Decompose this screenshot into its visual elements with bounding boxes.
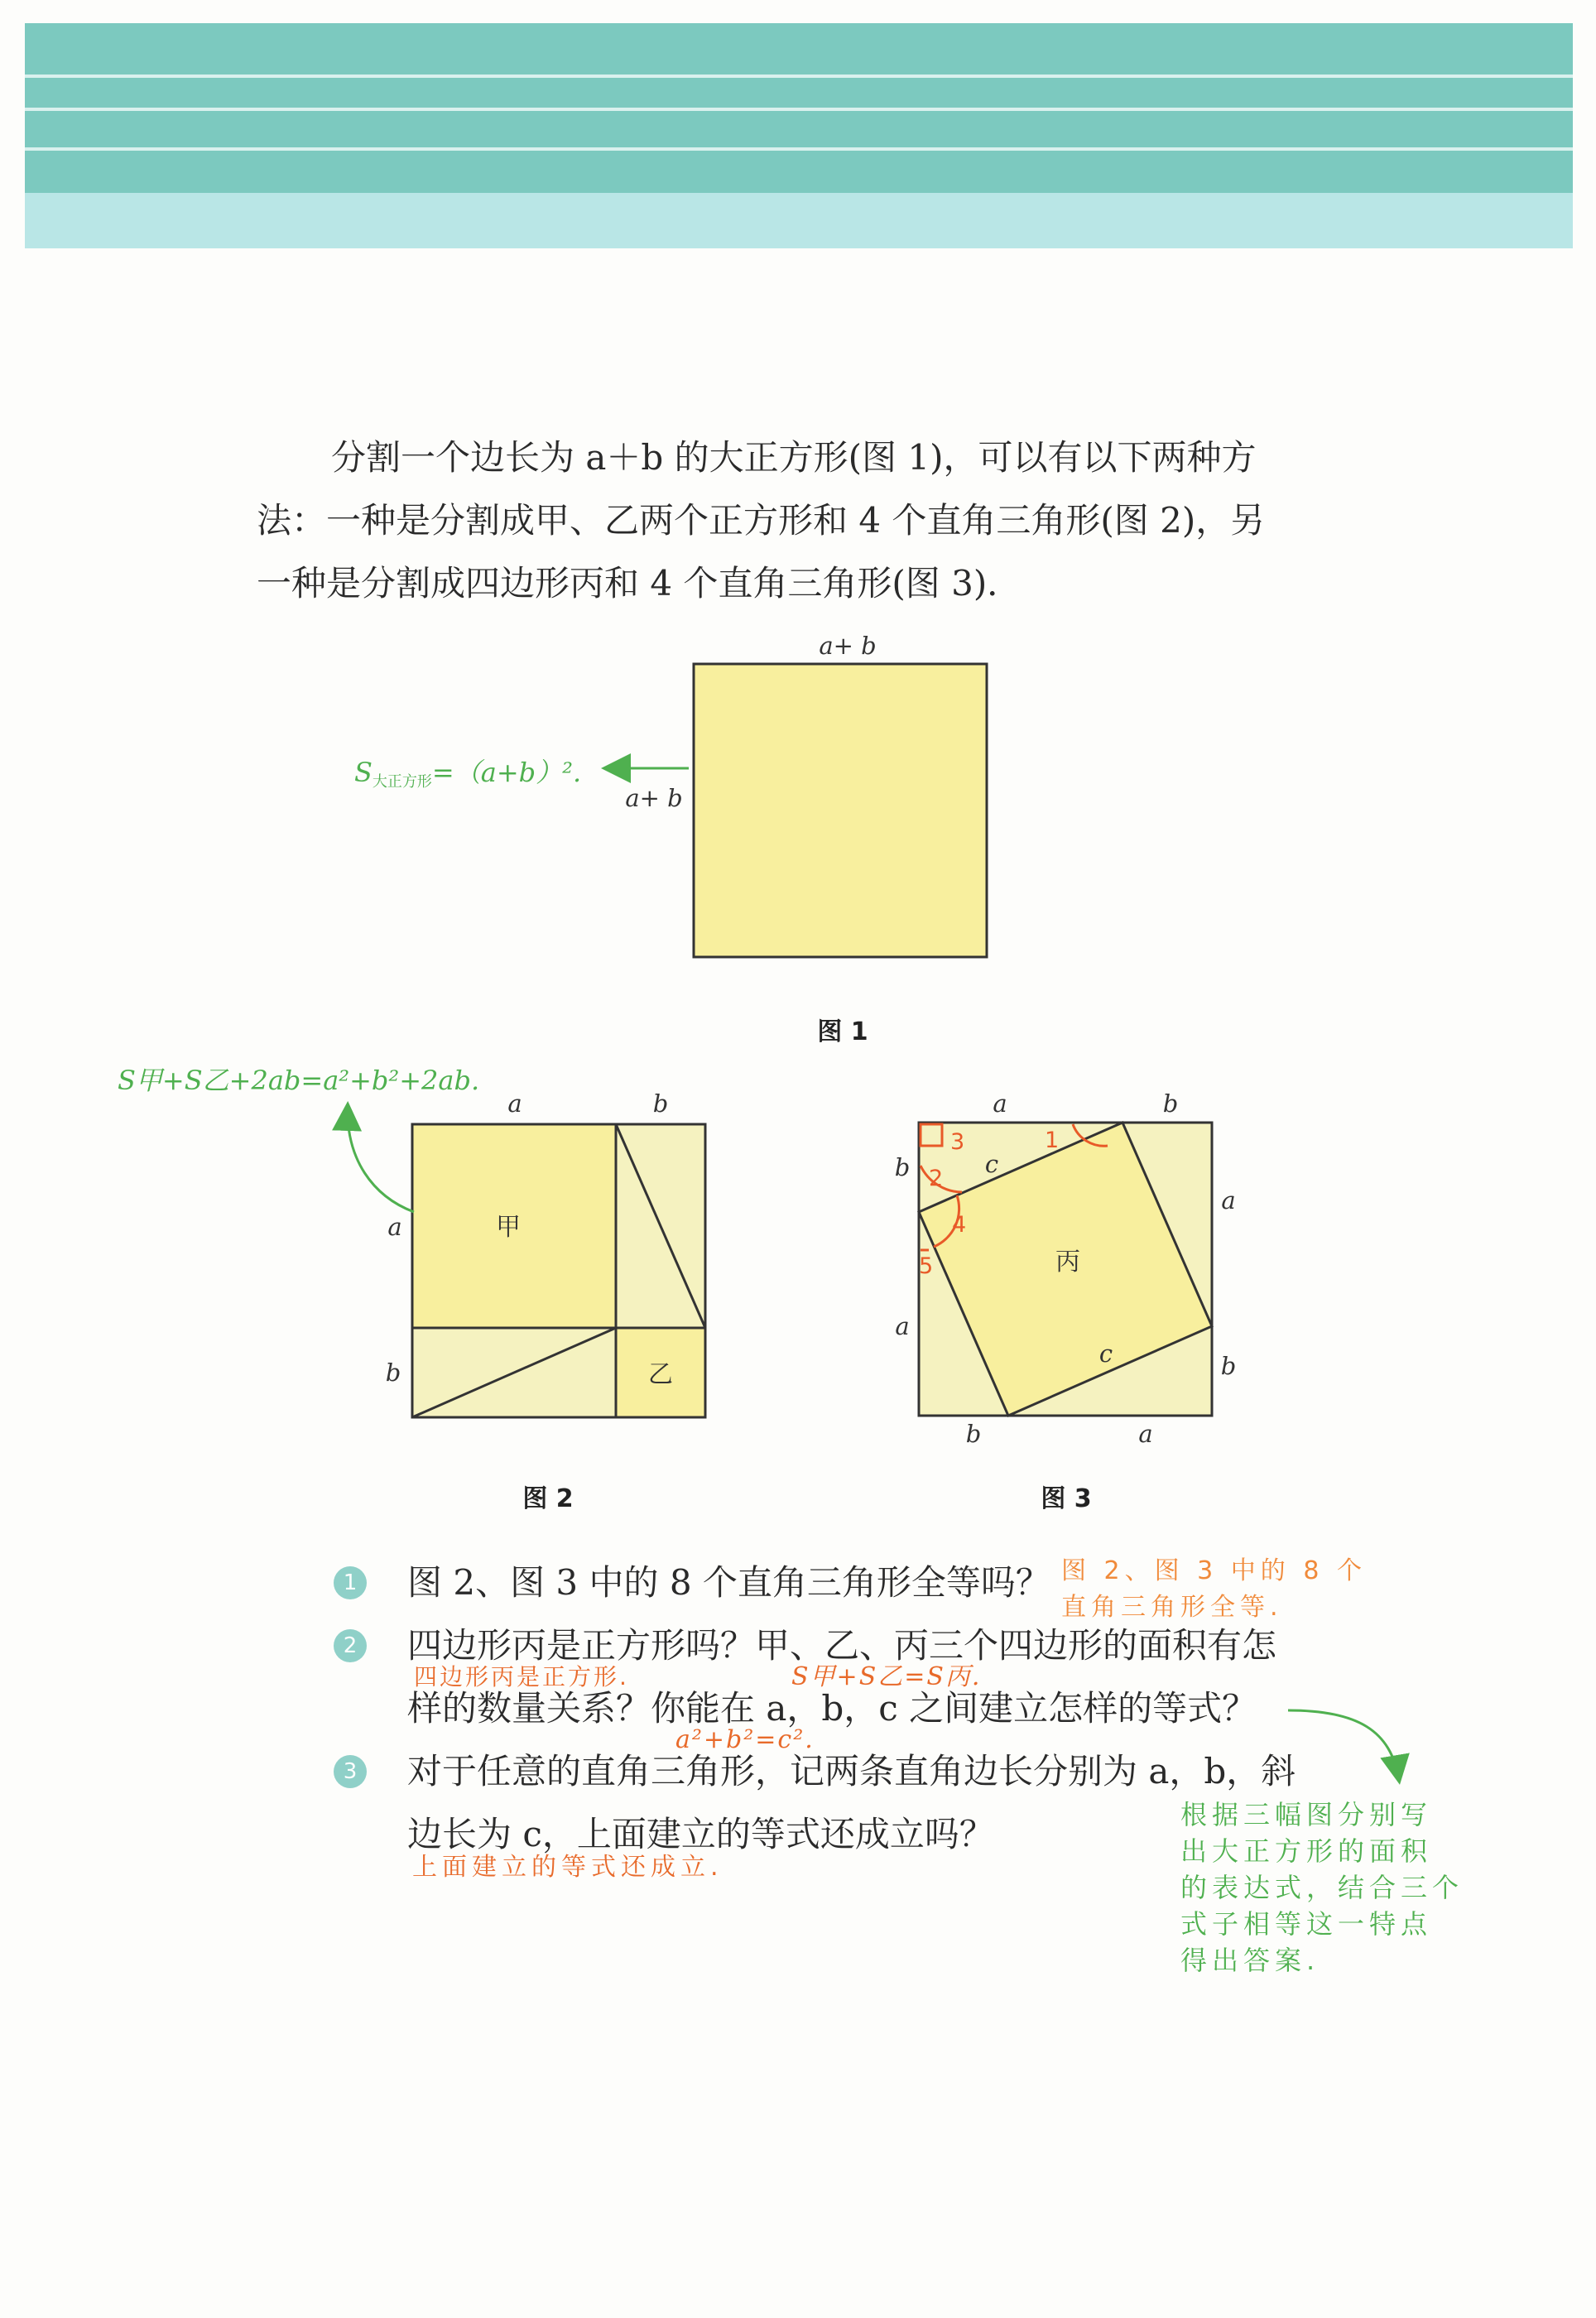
note-q1-answer-line-1: 图 2、图 3 中的 8 个 — [1061, 1556, 1367, 1585]
fig3-angle-1: 1 — [1045, 1128, 1060, 1153]
fig3-label-a-top: a — [993, 1089, 1007, 1118]
question-1-number: 1 — [334, 1566, 367, 1599]
fig2-label-a-top: a — [507, 1089, 522, 1118]
fig3-label-c-upper: c — [984, 1150, 999, 1178]
note-hint-line-4: 式子相等这一特点 — [1180, 1908, 1433, 1940]
question-1: 图 2、图 3 中的 8 个直角三角形全等吗？ — [407, 1562, 1050, 1603]
note-q1-answer-line-2: 直角三角形全等. — [1061, 1593, 1283, 1622]
note-q2-square: 四边形丙是正方形. — [414, 1663, 629, 1690]
note-q2-area: S甲+S乙=S丙. — [791, 1662, 982, 1691]
fig3-angle-5: 5 — [919, 1253, 934, 1279]
annotation-rest: =（a+b）². — [431, 757, 582, 788]
fig1-side-label: a+ b — [625, 784, 683, 812]
fig3-label-a-left: a — [895, 1312, 910, 1340]
annotation-sub: 大正方形 — [372, 773, 432, 791]
fig3-label-b-left: b — [894, 1153, 911, 1181]
figure-2 — [118, 1065, 705, 1513]
note-hint-line-5: 得出答案. — [1180, 1945, 1320, 1976]
question-3-line-2: 边长为 c，上面建立的等式还成立吗？ — [407, 1814, 994, 1854]
question-2-line-1: 四边形丙是正方形吗？甲、乙、丙三个四边形的面积有怎 — [407, 1625, 1277, 1666]
question-3-line-1: 对于任意的直角三角形，记两条直角边长分别为 a，b，斜 — [407, 1751, 1296, 1791]
question-3-number: 3 — [334, 1755, 367, 1788]
annotation-s: S — [354, 757, 373, 788]
fig3-label-a-bottom: a — [1138, 1420, 1153, 1448]
fig2-label-a-left: a — [387, 1213, 402, 1241]
fig2-label-yi: 乙 — [648, 1360, 673, 1389]
note-hint-line-3: 的表达式，结合三个 — [1180, 1872, 1464, 1903]
fig2-label-b-left: b — [385, 1359, 401, 1387]
fig3-label-c-lower: c — [1098, 1339, 1113, 1368]
question-2-number: 2 — [334, 1629, 367, 1662]
intro-line-1: 分割一个边长为 a＋b 的大正方形(图 1)，可以有以下两种方 — [331, 437, 1257, 478]
fig2-annotation-arrow — [348, 1106, 414, 1212]
fig3-angle-3: 3 — [950, 1129, 965, 1155]
fig2-label-jia: 甲 — [496, 1213, 521, 1242]
note-hint-line-2: 出大正方形的面积 — [1180, 1835, 1433, 1867]
fig2-caption: 图 2 — [522, 1484, 574, 1513]
note-hint-line-1: 根据三幅图分别写 — [1180, 1799, 1433, 1830]
big-square — [694, 664, 987, 957]
question-2-line-2: 样的数量关系？你能在 a，b，c 之间建立怎样的等式？ — [407, 1688, 1257, 1729]
figure-1 — [354, 632, 987, 1046]
fig2-label-b-top: b — [652, 1089, 669, 1118]
fig3-label-b-right: b — [1220, 1352, 1237, 1380]
note-q3-answer: 上面建立的等式还成立. — [412, 1853, 723, 1882]
fig3-label-b-top: b — [1162, 1089, 1179, 1118]
fig1-caption: 图 1 — [817, 1017, 868, 1046]
fig1-top-label: a+ b — [819, 632, 877, 660]
fig3-angle-4: 4 — [952, 1212, 967, 1238]
fig3-angle-2: 2 — [929, 1166, 944, 1191]
intro-line-2: 法：一种是分割成甲、乙两个正方形和 4 个直角三角形(图 2)，另 — [257, 500, 1266, 541]
fig3-label-a-right: a — [1221, 1186, 1236, 1214]
fig3-caption: 图 3 — [1041, 1484, 1092, 1513]
fig3-label-b-bottom: b — [965, 1420, 982, 1448]
note-q2-equation: a²+b²=c². — [675, 1725, 815, 1754]
fig3-label-bing: 丙 — [1055, 1248, 1080, 1277]
fig1-area-annotation — [354, 757, 581, 791]
figure-3 — [895, 1089, 1237, 1513]
intro-line-3: 一种是分割成四边形丙和 4 个直角三角形(图 3)． — [257, 563, 1022, 604]
fig2-area-annotation: S甲+S乙+2ab=a²+b²+2ab. — [118, 1065, 480, 1096]
